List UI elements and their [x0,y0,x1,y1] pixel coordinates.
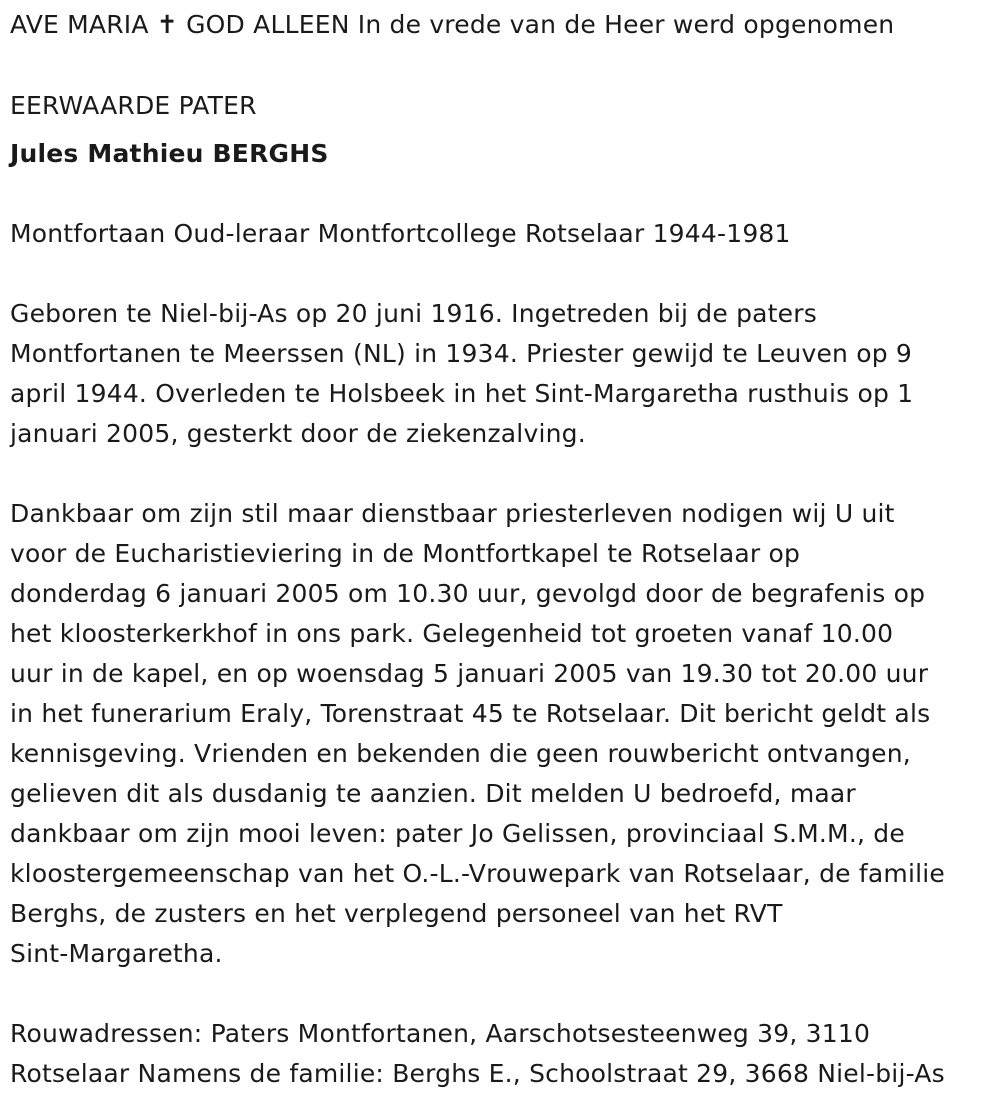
invitation-line: in het funerarium Eraly, Torenstraat 45 te Rotselaar. Dit bericht geldt als [10,699,931,728]
invitation-line: kloostergemeenschap van het O.-L.-Vrouwepark van Rotselaar, de familie [10,859,945,888]
address-line: Rouwadressen: Paters Montfortanen, Aarschotsesteenweg 39, 3110 [10,1019,871,1048]
address-line: Rotselaar Namens de familie: Berghs E., Schoolstraat 29, 3668 Niel-bij-As [10,1059,945,1088]
bio-line: Montfortanen te Meerssen (NL) in 1934. Priester gewijd te Leuven op 9 [10,339,913,368]
honorific: EERWAARDE PATER [10,91,257,120]
bio-line: januari 2005, gesterkt door de ziekenzalving. [10,419,586,448]
invitation-line: kennisgeving. Vrienden en bekenden die geen rouwbericht ontvangen, [10,739,911,768]
invitation-line: Sint-Margaretha. [10,939,223,968]
invitation-line: het kloosterkerkhof in ons park. Gelegenheid tot groeten vanaf 10.00 [10,619,894,648]
subtitle: Montfortaan Oud-leraar Montfortcollege Rotselaar 1944-1981 [10,219,791,248]
bio-line: Geboren te Niel-bij-As op 20 juni 1916. Ingetreden bij de paters [10,299,817,328]
invitation-line: voor de Eucharistieviering in de Montfortkapel te Rotselaar op [10,539,801,568]
invitation-line: donderdag 6 januari 2005 om 10.30 uur, gevolgd door de begrafenis op [10,579,926,608]
invitation-line: gelieven dit als dusdanig te aanzien. Dit melden U bedroefd, maar [10,779,856,808]
invitation-line: uur in de kapel, en op woensdag 5 januari 2005 van 19.30 tot 20.00 uur [10,659,929,688]
header-line: AVE MARIA ✝ GOD ALLEEN In de vrede van de Heer werd opgenomen [10,10,895,39]
bio-line: april 1944. Overleden te Holsbeek in het Sint-Margaretha rusthuis op 1 [10,379,914,408]
invitation-line: Dankbaar om zijn stil maar dienstbaar priesterleven nodigen wij U uit [10,499,895,528]
deceased-name: Jules Mathieu BERGHS [10,139,329,168]
invitation-line: Berghs, de zusters en het verplegend personeel van het RVT [10,899,783,928]
invitation-line: dankbaar om zijn mooi leven: pater Jo Gelissen, provinciaal S.M.M., de [10,819,905,848]
